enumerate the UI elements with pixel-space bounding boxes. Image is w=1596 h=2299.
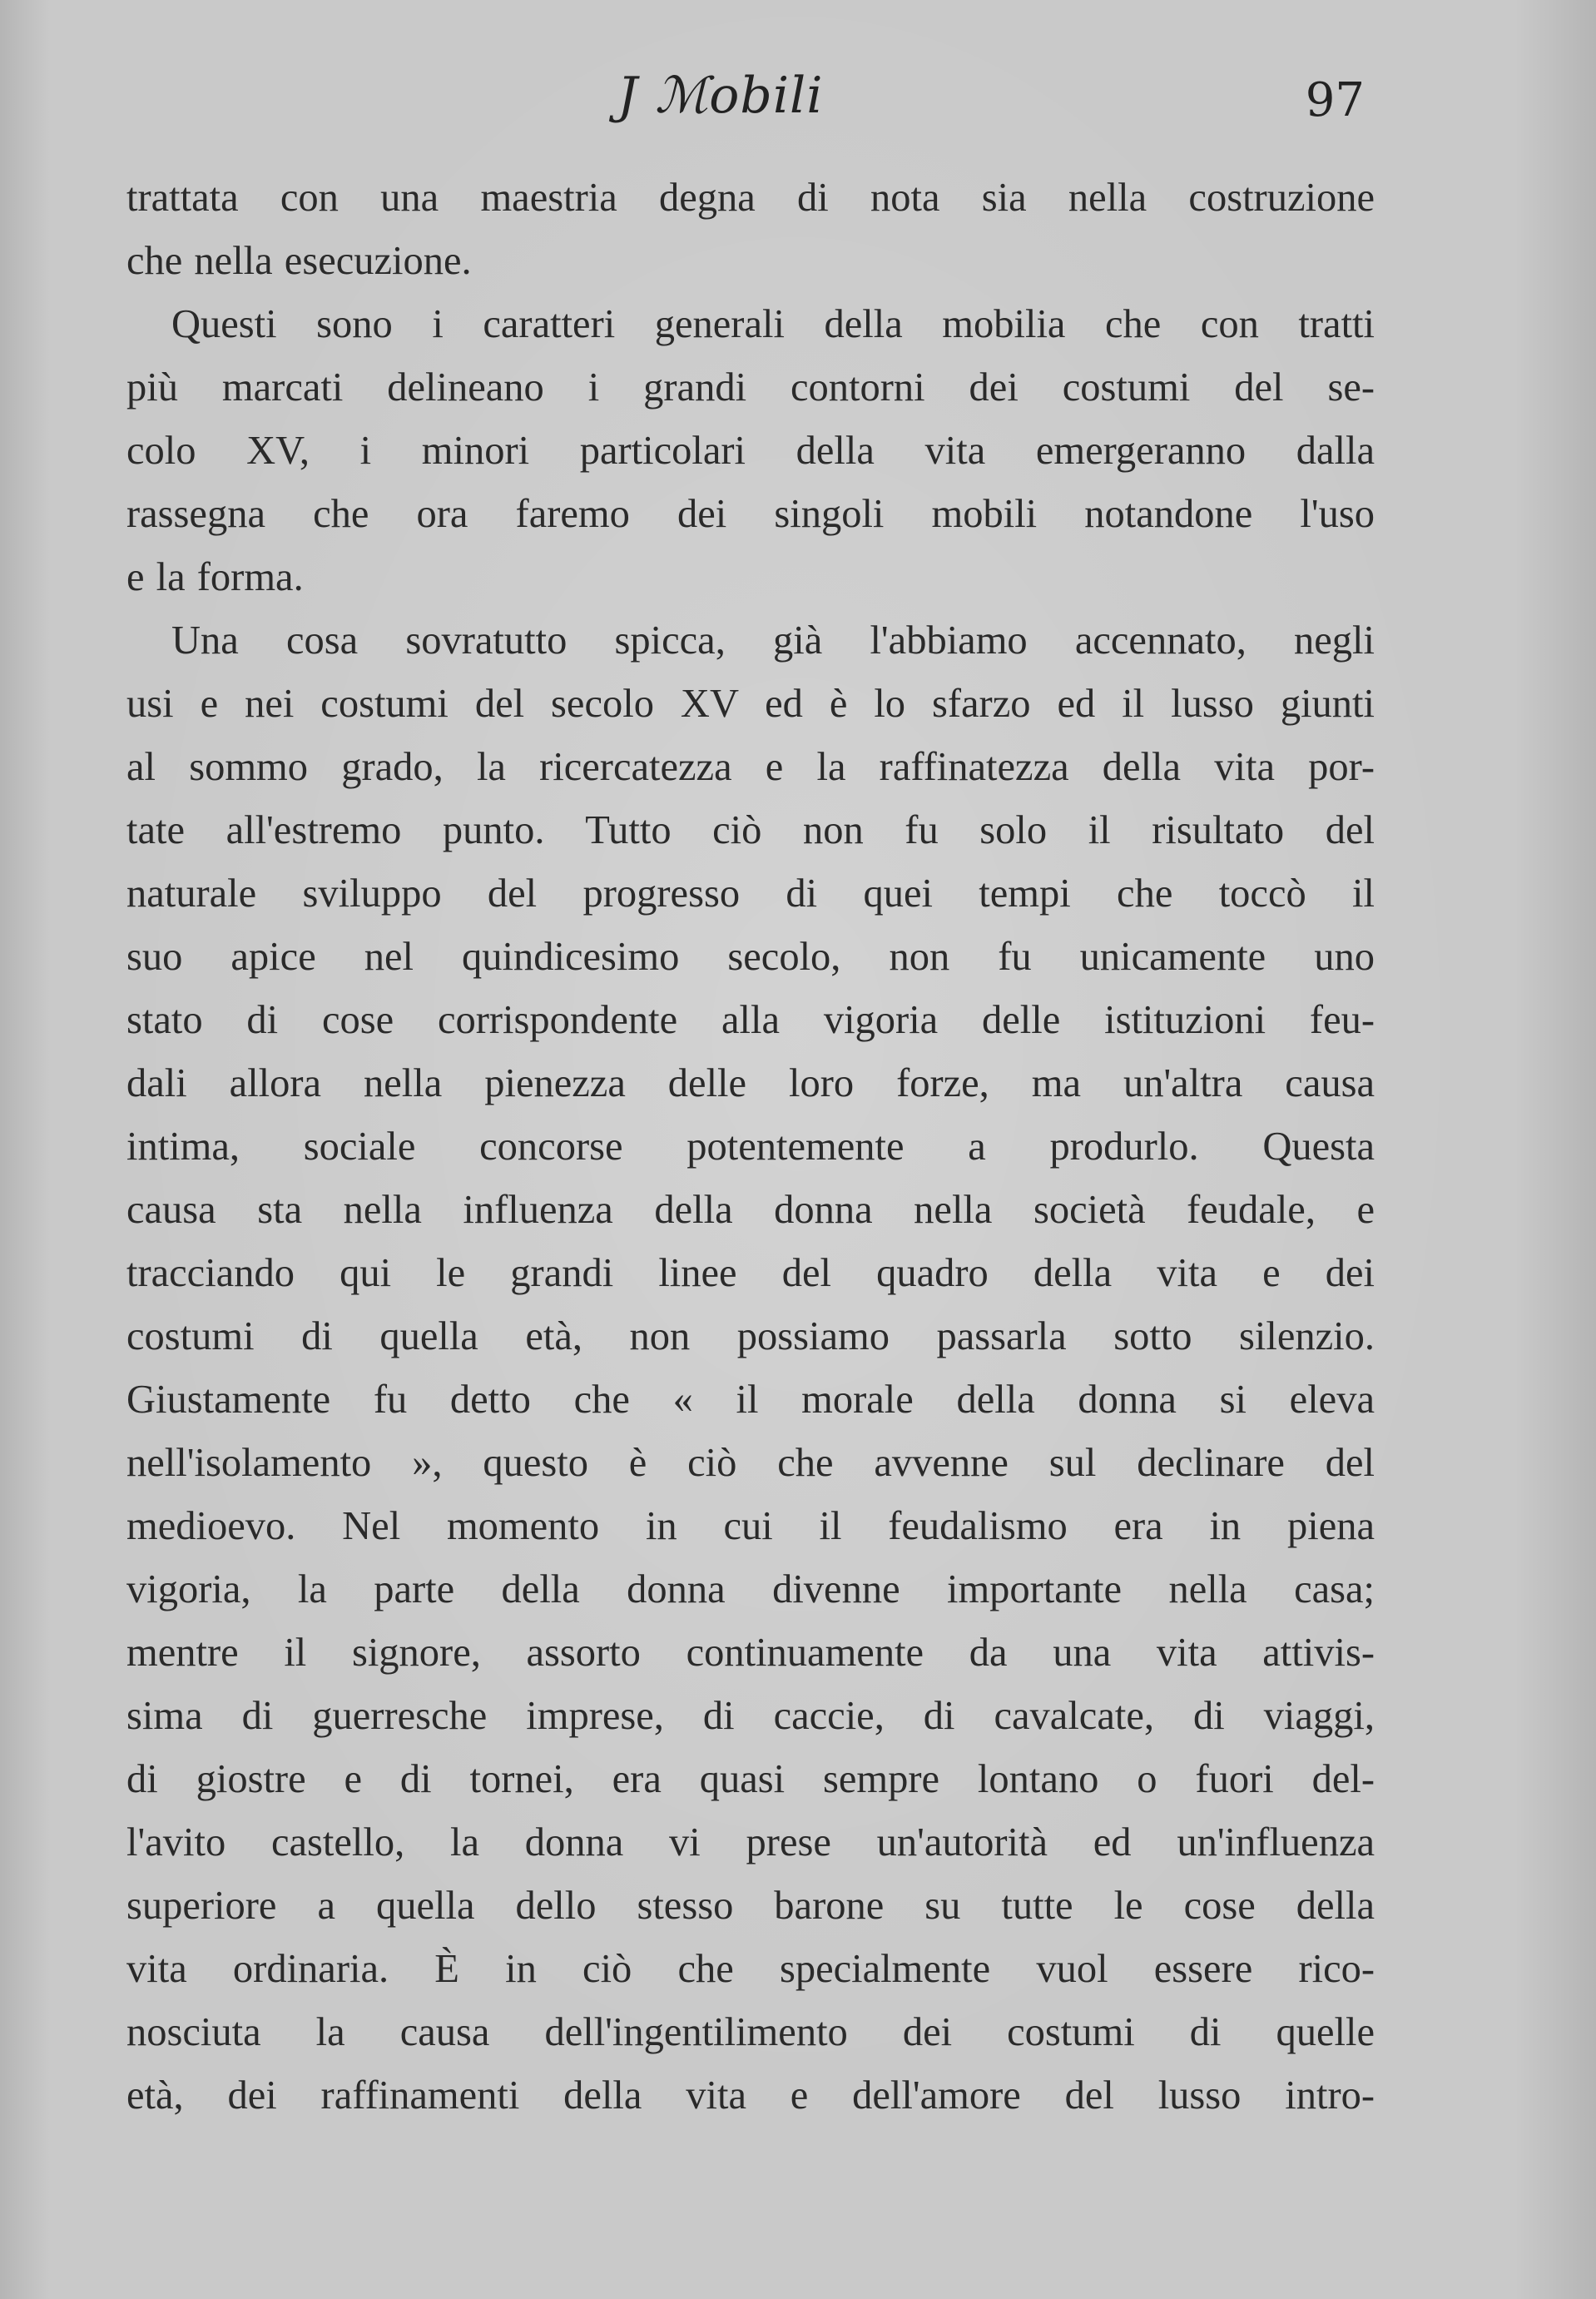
text-line: naturale sviluppo del progresso di quei tempi che toccò il <box>126 871 1375 916</box>
text-line: vita ordinaria. È in ciò che specialmente vuol essere rico- <box>126 1947 1375 1991</box>
text-line: Una cosa sovratutto spicca, già l'abbiamo accennato, negli <box>171 618 1375 663</box>
text-line: tate all'estremo punto. Tutto ciò non fu solo il risultato del <box>126 808 1375 852</box>
text-line: Questi sono i caratteri generali della mobilia che con tratti <box>171 302 1375 346</box>
text-line: tracciando qui le grandi linee del quadro della vita e dei <box>126 1251 1375 1295</box>
text-line: dali allora nella pienezza delle loro forze, ma un'altra causa <box>126 1061 1375 1105</box>
text-line: colo XV, i minori particolari della vita emergeranno dalla <box>126 429 1375 473</box>
text-line: costumi di quella età, non possiamo passarla sotto silenzio. <box>126 1314 1375 1358</box>
text-line: età, dei raffinamenti della vita e dell'amore del lusso intro- <box>126 2073 1375 2118</box>
text-line: intima, sociale concorse potentemente a produrlo. Questa <box>126 1125 1375 1169</box>
text-line: nosciuta la causa dell'ingentilimento dei costumi di quelle <box>126 2010 1375 2054</box>
text-line: nell'isolamento », questo è ciò che avvenne sul declinare del <box>126 1441 1375 1485</box>
text-line: sima di guerresche imprese, di caccie, di cavalcate, di viaggi, <box>126 1694 1375 1738</box>
text-line: mentre il signore, assorto continuamente da una vita attivis- <box>126 1631 1375 1675</box>
text-line: l'avito castello, la donna vi prese un'autorità ed un'influenza <box>126 1820 1375 1865</box>
text-line: trattata con una maestria degna di nota sia nella costruzione <box>126 176 1375 220</box>
text-line: che nella esecuzione. <box>126 239 472 283</box>
text-line: causa sta nella influenza della donna nella società feudale, e <box>126 1188 1375 1232</box>
text-line: usi e nei costumi del secolo XV ed è lo sfarzo ed il lusso giunti <box>126 682 1375 726</box>
text-line: più marcati delineano i grandi contorni dei costumi del se- <box>126 365 1375 410</box>
text-line: al sommo grado, la ricercatezza e la raffinatezza della vita por- <box>126 745 1375 789</box>
running-head <box>0 58 1596 150</box>
text-line: rassegna che ora faremo dei singoli mobili notandone l'uso <box>126 492 1375 536</box>
text-line: e la forma. <box>126 555 304 599</box>
text-line: di giostre e di tornei, era quasi sempre lontano o fuori del- <box>126 1757 1375 1801</box>
text-line: medioevo. Nel momento in cui il feudalismo era in piena <box>126 1504 1375 1548</box>
page-number: 97 <box>1305 73 1365 127</box>
text-line: superiore a quella dello stesso barone su tutte le cose della <box>126 1884 1375 1928</box>
text-line: vigoria, la parte della donna divenne importante nella casa; <box>126 1567 1375 1611</box>
text-line: Giustamente fu detto che « il morale della donna si eleva <box>126 1378 1375 1422</box>
chapter-title: J ℳobili <box>617 67 824 125</box>
body-text <box>126 166 1375 2128</box>
text-line: stato di cose corrispondente alla vigoria delle istituzioni feu- <box>126 998 1375 1042</box>
text-line: suo apice nel quindicesimo secolo, non fu unicamente uno <box>126 935 1375 979</box>
